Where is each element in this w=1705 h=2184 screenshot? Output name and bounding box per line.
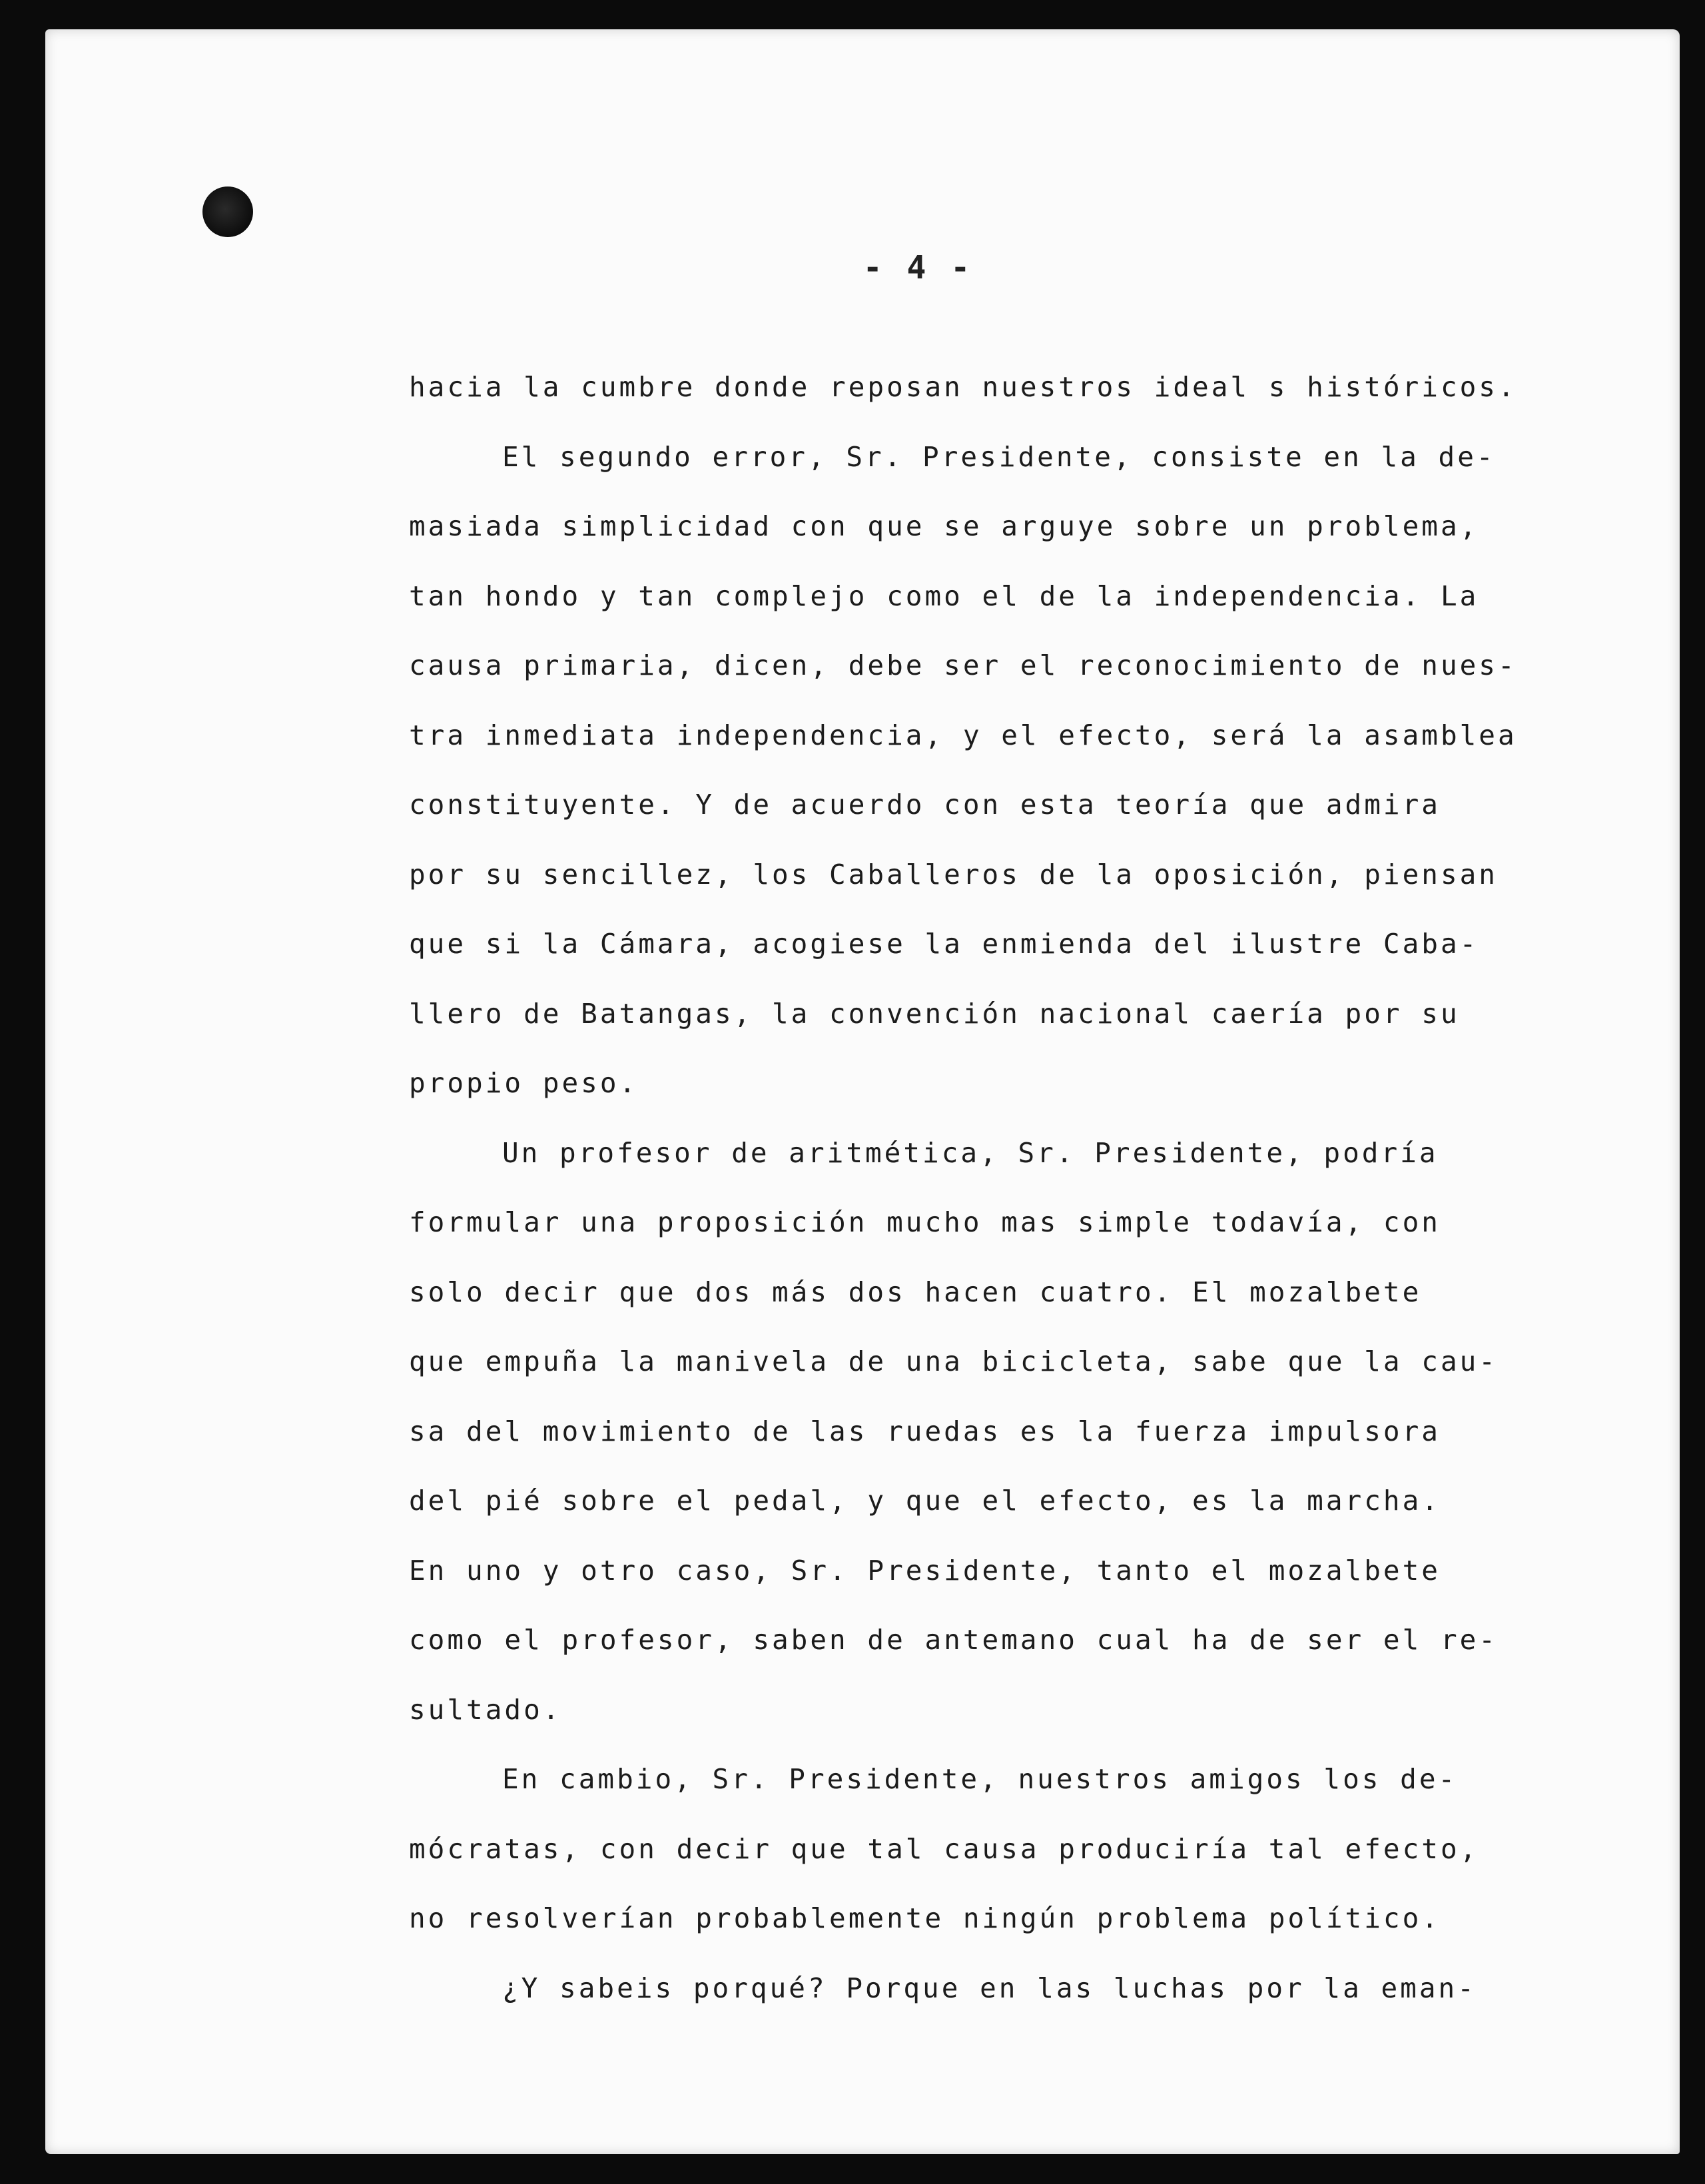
text-line: En uno y otro caso, Sr. Presidente, tanto el mozalbete [409,1554,1441,1587]
text-line: hacia la cumbre donde reposan nuestros ideal s históricos. [409,371,1517,403]
page-number: - 4 - [862,249,973,286]
text-line: mócratas, con decir que tal causa produciría tal efecto, [409,1832,1479,1865]
document-page [45,29,1680,2154]
text-line: En cambio, Sr. Presidente, nuestros amigos los de- [502,1763,1458,1795]
text-line: solo decir que dos más dos hacen cuatro. El mozalbete [409,1275,1422,1308]
text-line: por su sencillez, los Caballeros de la oposición, piensan [409,858,1498,891]
punch-hole [202,186,253,237]
text-line: causa primaria, dicen, debe ser el reconocimiento de nues- [409,649,1517,681]
text-line: que empuña la manivela de una bicicleta, sabe que la cau- [409,1345,1498,1377]
text-line: llero de Batangas, la convención nacional caería por su [409,997,1460,1030]
text-line: masiada simplicidad con que se arguye sobre un problema, [409,510,1479,542]
text-line: tan hondo y tan complejo como el de la independencia. La [409,579,1479,612]
text-line: tra inmediata independencia, y el efecto, será la asamblea [409,719,1517,751]
text-line: que si la Cámara, acogiese la enmienda del ilustre Caba- [409,928,1479,960]
text-line: constituyente. Y de acuerdo con esta teoría que admira [409,789,1441,821]
text-line: ¿Y sabeis porqué? Porque en las luchas por la eman- [502,1972,1477,2004]
text-line: sa del movimiento de las ruedas es la fuerza impulsora [409,1415,1441,1447]
text-line: formular una proposición mucho mas simple todavía, con [409,1206,1441,1238]
document-body [409,352,1581,2023]
text-line: no resolverían probablemente ningún problema político. [409,1902,1441,1934]
text-line: sultado. [409,1693,562,1726]
text-line: Un profesor de aritmética, Sr. Presidente, podría [502,1136,1439,1169]
text-line: del pié sobre el pedal, y que el efecto, es la marcha. [409,1485,1441,1517]
text-line: como el profesor, saben de antemano cual ha de ser el re- [409,1624,1498,1656]
text-line: propio peso. [409,1067,639,1099]
text-line: El segundo error, Sr. Presidente, consiste en la de- [502,440,1496,473]
